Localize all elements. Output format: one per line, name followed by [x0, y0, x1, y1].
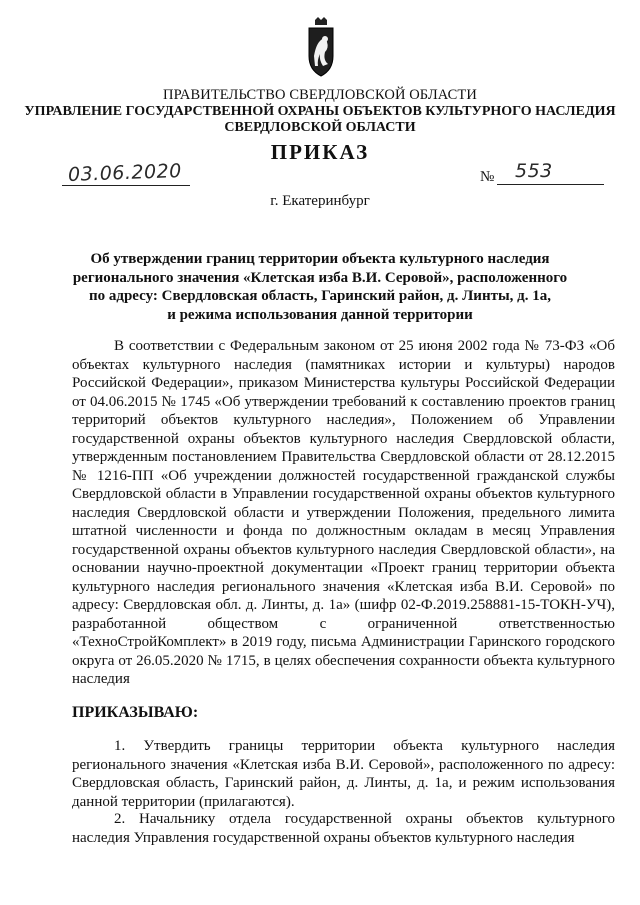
document-type: ПРИКАЗ: [270, 140, 370, 164]
department-line-1: УПРАВЛЕНИЕ ГОСУДАРСТВЕННОЙ ОХРАНЫ ОБЪЕКТОВ КУЛЬТУРНОГО НАСЛЕДИЯ: [24, 104, 616, 119]
order-number: 553: [515, 160, 553, 182]
title-line-2: регионального значения «Клетская изба В.И. Серовой», расположенного: [72, 269, 568, 286]
department-name: [0, 104, 640, 136]
order-word: ПРИКАЗЫВАЮ:: [72, 704, 199, 721]
preamble-paragraph: В соответствии с Федеральным законом от 25 июня 2002 года № 73-ФЗ «Об объектах культурного наследия (памятниках истории и культуры) народов Российской Федерации», приказом Министерства культуры Российской Федерации от 04.06.2015 № 1745 «Об утверждении требований к составлению проектов границ территорий объектов культурного наследия», Положением об Управлении государственной охраны объектов культурного наследия Свердловской области, утвержденным постановлением Правительства Свердловской области от 28.12.2015 № 1216-ПП «Об учреждении должностей государственной гражданской службы Свердловской области в Управлении государственной охраны объектов культурного наследия Свердловской области и утверждении Положения, предельного лимита штатной численности и фонда по должностным окладам в месяц Управления государственной охраны объектов культурного наследия Свердловской области», на основании научно-проектной документации «Проект границ территории объекта культурного наследия регионального значения «Клетская изба В.И. Серовой» по адресу: Свердловская обл. д. Линты, д. 1а» (шифр 02-Ф.2019.258881-15-ТОКН-УЧ), разработанной обществом с ограниченной ответственностью «ТехноСтройКомплект» в 2019 году, письма Администрации Гаринского городского округа от 26.05.2020 № 1715, в целях обеспечения сохранности объекта культурного наследия: [72, 338, 615, 687]
order-item-2: 2. Начальнику отдела государственной охраны объектов культурного наследия Управления государственной охраны объектов культурного наследия: [72, 811, 615, 846]
title-line-4: и режима использования данной территории: [167, 306, 473, 323]
city: г. Екатеринбург: [270, 193, 370, 209]
coat-of-arms-icon: [305, 16, 337, 78]
government-name: ПРАВИТЕЛЬСТВО СВЕРДЛОВСКОЙ ОБЛАСТИ: [163, 87, 477, 103]
number-label: №: [480, 169, 495, 185]
department-line-2: СВЕРДЛОВСКОЙ ОБЛАСТИ: [224, 120, 416, 135]
title-line-1: Об утверждении границ территории объекта культурного наследия: [90, 251, 550, 267]
date-underline: [62, 185, 190, 186]
order-item-1: 1. Утвердить границы территории объекта культурного наследия регионального значения «Клетская изба В.И. Серовой», расположенного по адресу: Свердловская область, Гаринский район, д. Линты, д. 1а, и режим использования данной территории (прилагаются).: [72, 738, 615, 810]
order-title: [0, 250, 640, 324]
title-line-3: по адресу: Свердловская область, Гаринский район, д. Линты, д. 1а,: [88, 288, 552, 304]
order-date: 03.06.2020: [67, 160, 183, 186]
number-underline: [497, 184, 604, 185]
